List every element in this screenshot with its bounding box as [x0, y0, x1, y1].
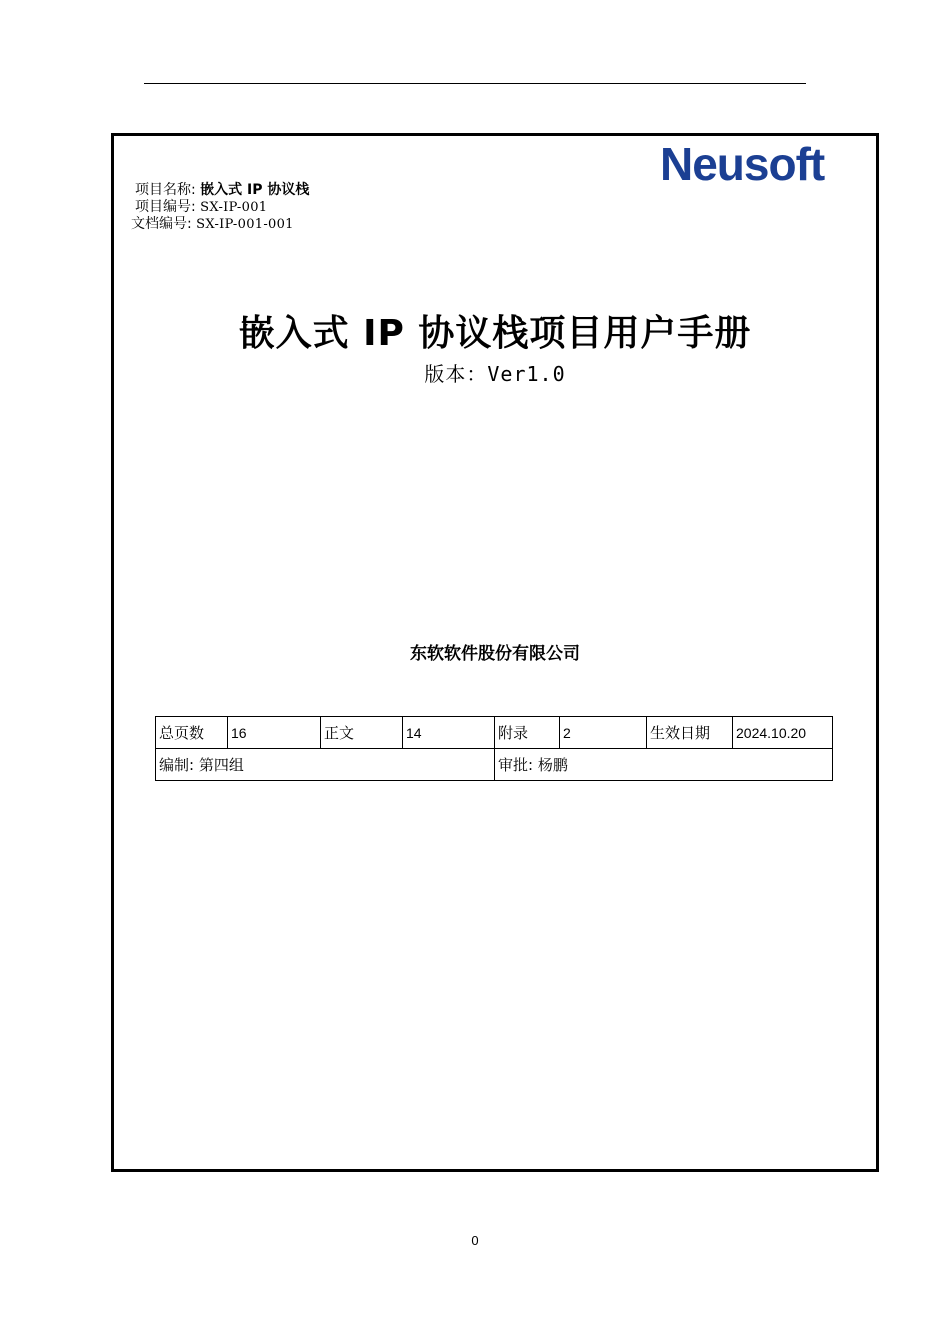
total-pages-value: 16	[228, 717, 321, 749]
page-number: 0	[471, 1233, 479, 1248]
table-row	[156, 749, 833, 781]
project-name-label: 项目名称:	[135, 182, 196, 198]
approver-label: 审批:	[498, 756, 534, 774]
document-code-line	[131, 216, 294, 233]
document-code-value: SX-IP-001-001	[196, 217, 294, 232]
approver-value: 杨鹏	[537, 756, 568, 774]
author-cell	[156, 749, 495, 781]
version-label: 版本：	[424, 362, 488, 386]
appendix-pages-label: 附录	[495, 717, 560, 749]
approver-cell	[495, 749, 833, 781]
document-code-label: 文档编号:	[131, 216, 192, 232]
document-summary-table	[155, 716, 833, 781]
company-name: 东软软件股份有限公司	[410, 644, 580, 664]
effective-date-label: 生效日期	[647, 717, 733, 749]
project-code-value: SX-IP-001	[200, 200, 268, 215]
version-line	[114, 358, 876, 387]
header-rule	[144, 83, 806, 84]
effective-date-value: 2024.10.20	[733, 717, 833, 749]
body-pages-label: 正文	[321, 717, 403, 749]
author-label: 编制:	[159, 756, 195, 774]
total-pages-label: 总页数	[156, 717, 228, 749]
table-row	[156, 717, 833, 749]
cover-frame	[111, 133, 879, 1172]
project-code-line	[135, 199, 267, 216]
neusoft-logo: Neusoft	[660, 138, 825, 190]
project-code-label: 项目编号:	[135, 199, 196, 215]
project-name-line	[135, 182, 309, 199]
author-value: 第四组	[198, 756, 244, 774]
appendix-pages-value: 2	[560, 717, 647, 749]
body-pages-value: 14	[403, 717, 495, 749]
version-value: Ver1.0	[487, 362, 566, 386]
project-name-value: 嵌入式 IP 协议栈	[200, 182, 310, 198]
document-title: 嵌入式 IP 协议栈项目用户手册	[238, 313, 752, 354]
